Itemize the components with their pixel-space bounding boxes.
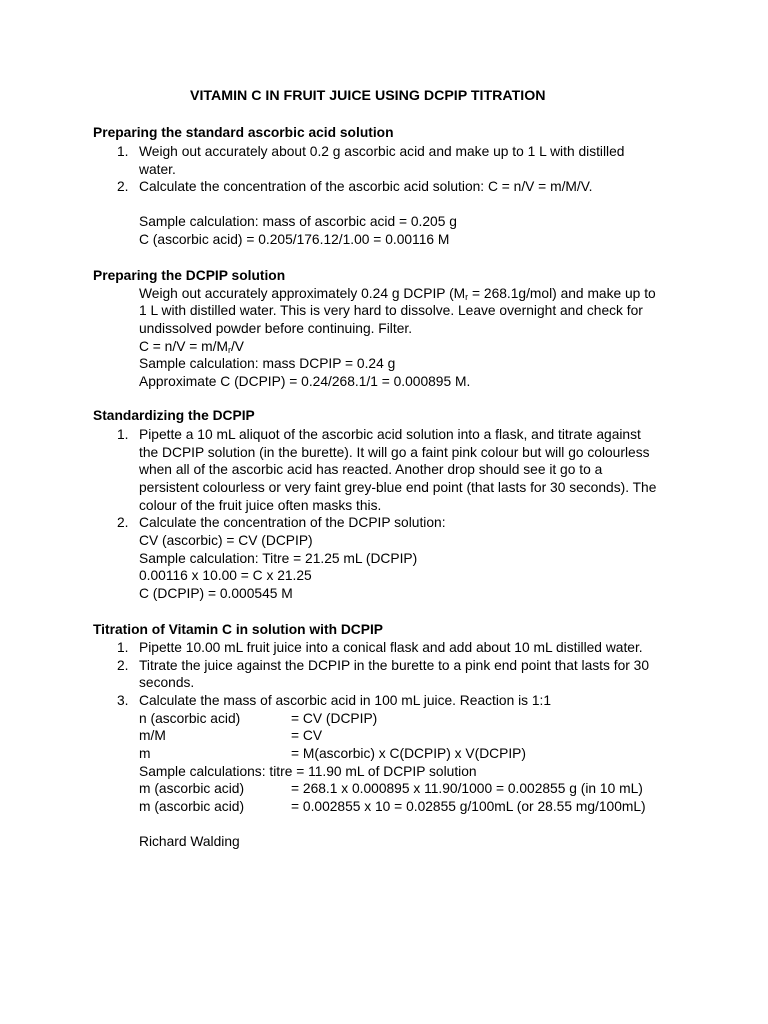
equation-right: = 268.1 x 0.000895 x 11.90/1000 = 0.002855 g (in 10 mL): [291, 781, 643, 796]
paragraph-line: [139, 285, 656, 303]
list-number: 2.: [117, 179, 129, 194]
list-item-line: Titrate the juice against the DCPIP in the burette to a pink end point that lasts for 30: [139, 658, 650, 673]
author: Richard Walding: [139, 834, 240, 849]
list-number: 2.: [117, 515, 129, 530]
section-heading-standardizing: Standardizing the DCPIP: [93, 408, 255, 423]
sample-line: C (ascorbic acid) = 0.205/176.12/1.00 = 0.00116 M: [139, 232, 450, 247]
list-item-line: seconds.: [139, 675, 195, 690]
list-item-line: water.: [139, 162, 176, 177]
equation-right: = 0.002855 x 10 = 0.02855 g/100mL (or 28.55 mg/100mL): [291, 799, 646, 814]
list-item-line: Calculate the concentration of the ascorbic acid solution: C = n/V = m/M/V.: [139, 179, 593, 194]
list-item-line: Sample calculation: Titre = 21.25 mL (DCPIP): [139, 551, 418, 566]
sample-line: Sample calculation: mass DCPIP = 0.24 g: [139, 356, 396, 371]
sample-line: Approximate C (DCPIP) = 0.24/268.1/1 = 0.000895 M.: [139, 374, 471, 389]
subscript: r: [465, 292, 469, 302]
paragraph-line: 1 L with distilled water. This is very hard to dissolve. Leave overnight and check for: [139, 303, 643, 318]
list-item-line: Calculate the mass of ascorbic acid in 100 mL juice. Reaction is 1:1: [139, 693, 552, 708]
paragraph-line: undissolved powder before continuing. Filter.: [139, 321, 413, 336]
list-item-line: Calculate the concentration of the DCPIP solution:: [139, 515, 446, 530]
list-number: 1.: [117, 640, 129, 655]
list-number: 1.: [117, 144, 129, 159]
equation-right: = M(ascorbic) x C(DCPIP) x V(DCPIP): [291, 746, 526, 761]
equation-right: = CV: [291, 728, 323, 743]
section-heading-standard-solution: Preparing the standard ascorbic acid solution: [93, 125, 394, 140]
section-heading-dcpip-solution: Preparing the DCPIP solution: [93, 268, 286, 283]
equation-right: = CV (DCPIP): [291, 711, 378, 726]
text-part: = 268.1g/mol) and make up to: [468, 286, 656, 301]
list-item-line: Pipette 10.00 mL fruit juice into a conical flask and add about 10 mL distilled water.: [139, 640, 643, 655]
sample-line: Sample calculations: titre = 11.90 mL of DCPIP solution: [139, 764, 477, 779]
text-part: C = n/V = m/M: [139, 339, 228, 354]
list-item-line: when all of the ascorbic acid has reacted. Another drop should see it go to a: [139, 462, 603, 477]
subscript: r: [227, 345, 231, 355]
formula-line: [139, 338, 244, 356]
equation-left: n (ascorbic acid): [139, 711, 241, 726]
sample-line: Sample calculation: mass of ascorbic acid = 0.205 g: [139, 214, 457, 229]
equation-left: m/M: [139, 728, 166, 743]
page-title: VITAMIN C IN FRUIT JUICE USING DCPIP TITRATION: [190, 88, 546, 104]
equation-left: m (ascorbic acid): [139, 799, 245, 814]
equation-left: m (ascorbic acid): [139, 781, 245, 796]
list-item-line: the DCPIP solution (in the burette). It will go a faint pink colour but will go colourless: [139, 445, 650, 460]
list-number: 1.: [117, 427, 129, 442]
text-part: /V: [230, 339, 244, 354]
list-number: 3.: [117, 693, 129, 708]
list-item-line: Weigh out accurately about 0.2 g ascorbic acid and make up to 1 L with distilled: [139, 144, 625, 159]
list-item-line: C (DCPIP) = 0.000545 M: [139, 586, 293, 601]
equation-left: m: [139, 746, 151, 761]
list-item-line: Pipette a 10 mL aliquot of the ascorbic acid solution into a flask, and titrate against: [139, 427, 641, 442]
list-item-line: CV (ascorbic) = CV (DCPIP): [139, 533, 313, 548]
section-heading-titration: Titration of Vitamin C in solution with DCPIP: [93, 622, 383, 637]
list-item-line: 0.00116 x 10.00 = C x 21.25: [139, 568, 312, 583]
list-item-line: persistent colourless or very faint grey-blue end point (that lasts for 30 seconds). The: [139, 480, 657, 495]
text-part: Weigh out accurately approximately 0.24 g DCPIP (M: [139, 286, 466, 301]
list-number: 2.: [117, 658, 129, 673]
list-item-line: colour of the fruit juice often masks this.: [139, 498, 382, 513]
